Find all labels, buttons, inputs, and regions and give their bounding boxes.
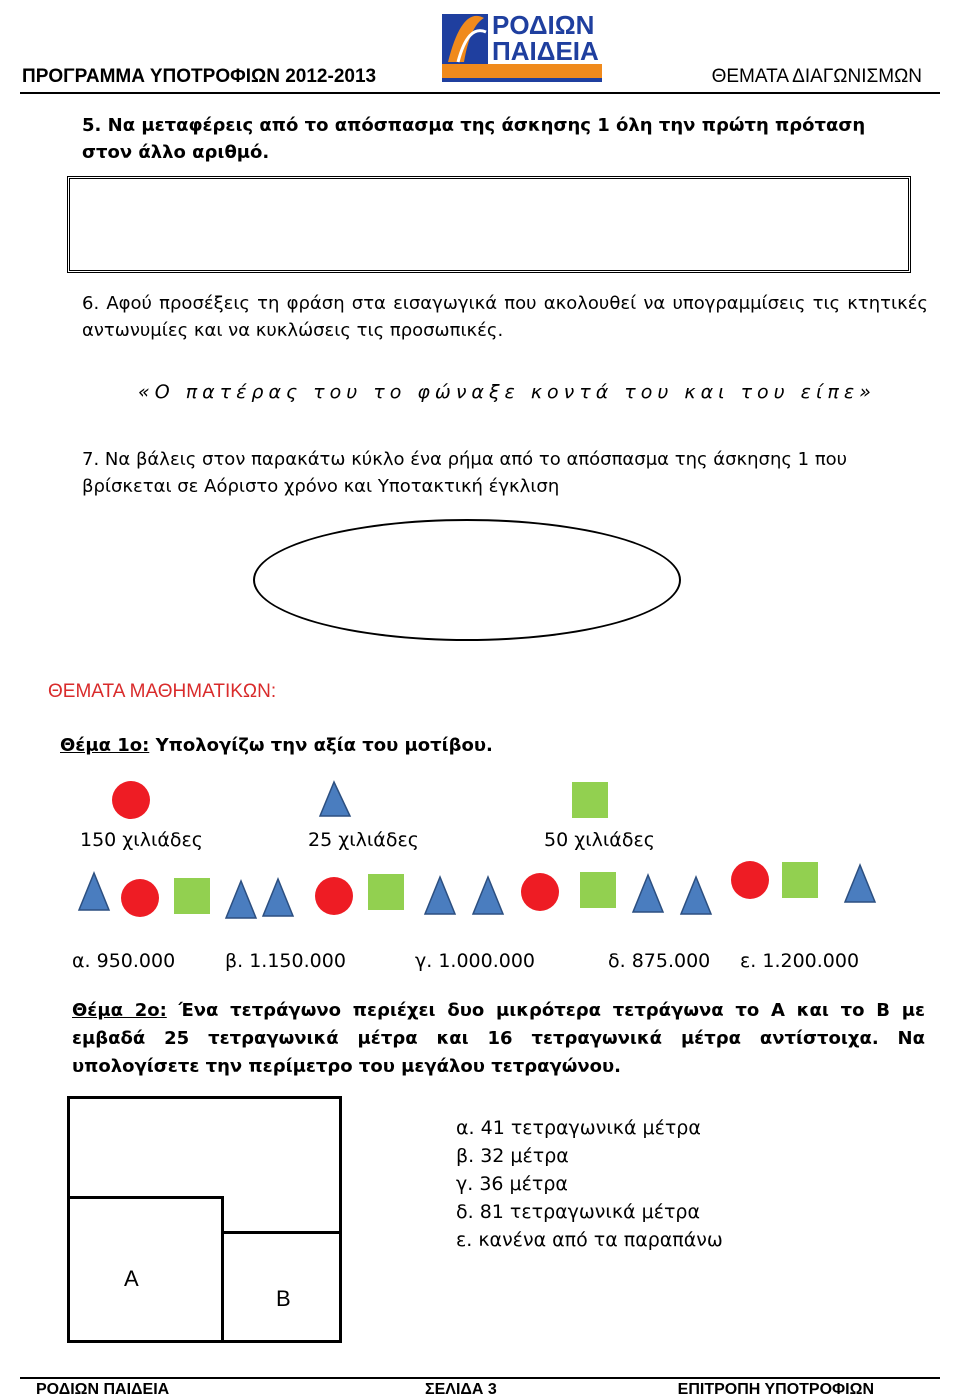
topic-1-text: Υπολογίζω την αξία του μοτίβου.	[149, 735, 493, 756]
footer-right: ΕΠΙΤΡΟΠΗ ΥΠΟΤΡΟΦΙΩΝ	[677, 1381, 874, 1398]
answer-box-q5[interactable]	[67, 176, 911, 273]
topic-2-option-c[interactable]: γ. 36 μέτρα	[456, 1173, 568, 1195]
header-right: ΘΕΜΑΤΑ ΔΙΑΓΩΝΙΣΜΩΝ	[711, 66, 922, 87]
square-a-label: Α	[124, 1266, 139, 1291]
value-square: 50 χιλιάδες	[544, 829, 655, 851]
pattern-square	[782, 862, 818, 898]
shape-legend	[100, 776, 620, 824]
pattern-triangle	[681, 877, 711, 914]
logo	[440, 4, 610, 84]
value-triangle: 25 χιλιάδες	[308, 829, 419, 851]
pattern-triangle	[473, 877, 503, 914]
footer-divider	[20, 1377, 940, 1379]
square-a	[67, 1196, 224, 1343]
legend-triangle	[320, 782, 350, 816]
question-5: 5. Να μεταφέρεις από το απόσπασμα της άσκησης 1 όλη την πρώτη πρόταση στον άλλο αριθμό.	[82, 115, 866, 163]
topic-1-option-b[interactable]: β. 1.150.000	[225, 950, 346, 972]
topic-2-options	[456, 1114, 723, 1254]
pattern-triangle	[226, 881, 256, 918]
pattern-circle	[521, 873, 559, 911]
pattern-triangle	[263, 879, 293, 916]
pattern-square	[368, 874, 404, 910]
pattern-circle	[121, 879, 159, 917]
footer-center: ΣΕΛΙΔΑ 3	[425, 1381, 497, 1398]
topic-2-option-a[interactable]: α. 41 τετραγωνικά μέτρα	[456, 1117, 701, 1139]
legend-circle	[112, 781, 150, 819]
pattern-triangle	[633, 875, 663, 912]
quote-phrase[interactable]: «Ο πατέρας του το φώναξε κοντά του και του είπε»	[138, 381, 876, 403]
question-6: 6. Αφού προσέξεις τη φράση στα εισαγωγικά που ακολουθεί να υπογραμμίσεις τις κτητικές αντωνυμίες και να κυκλώσεις τις προσωπικές.	[82, 293, 928, 341]
legend-square	[572, 782, 608, 818]
topic-1-option-e[interactable]: ε. 1.200.000	[740, 950, 860, 972]
header-divider	[20, 92, 940, 94]
topic-2-option-b[interactable]: β. 32 μέτρα	[456, 1145, 569, 1167]
pattern-circle	[731, 861, 769, 899]
topic-1-option-c[interactable]: γ. 1.000.000	[415, 950, 536, 972]
topic-2-text: Ένα τετράγωνο περιέχει δυο μικρότερα τετράγωνα το Α και το Β με εμβαδά 25 τετραγωνικά μέτρα και 16 τετραγωνικά μέτρα αντίστοιχα. Να υπολογίσετε την περίμετρο του μεγάλου τετραγώνου.	[72, 1000, 925, 1077]
topic-1-option-d[interactable]: δ. 875.000	[608, 950, 711, 972]
pattern-triangle	[79, 873, 109, 910]
value-circle: 150 χιλιάδες	[80, 829, 203, 851]
header-left: ΠΡΟΓΡΑΜΜΑ ΥΠΟΤΡΟΦΙΩΝ 2012-2013	[22, 66, 377, 87]
pattern-triangle	[425, 877, 455, 914]
topic-2-text-block	[72, 997, 925, 1081]
topic-1-label: Θέμα 1ο:	[60, 735, 150, 756]
topic-1-option-a[interactable]: α. 950.000	[72, 950, 176, 972]
topic-2-option-d[interactable]: δ. 81 τετραγωνικά μέτρα	[456, 1201, 700, 1223]
pattern-triangle	[845, 865, 875, 902]
answer-circle-q7[interactable]	[253, 519, 681, 641]
footer-left: ΡΟΔΙΩΝ ΠΑΙΔΕΙΑ	[36, 1381, 170, 1398]
pattern-square	[174, 878, 210, 914]
topic-2-label: Θέμα 2ο:	[72, 1000, 167, 1021]
logo-line2: ΠΑΙΔΕΙΑ	[492, 36, 599, 66]
pattern-circle	[315, 877, 353, 915]
square-b-label: Β	[276, 1286, 291, 1311]
logo-line1: ΡΟΔΙΩΝ	[492, 10, 595, 40]
question-7: 7. Να βάλεις στον παρακάτω κύκλο ένα ρήμα από το απόσπασμα της άσκησης 1 που βρίσκεται σε Αόριστο χρόνο και Υποτακτική έγκλιση	[82, 449, 848, 497]
math-section-title: ΘΕΜΑΤΑ ΜΑΘΗΜΑΤΙΚΩΝ:	[48, 681, 277, 702]
topic-2-option-e[interactable]: ε. κανένα από τα παραπάνω	[456, 1229, 723, 1251]
pattern-square	[580, 872, 616, 908]
shape-pattern	[70, 856, 890, 920]
topic-1-heading	[60, 732, 493, 759]
